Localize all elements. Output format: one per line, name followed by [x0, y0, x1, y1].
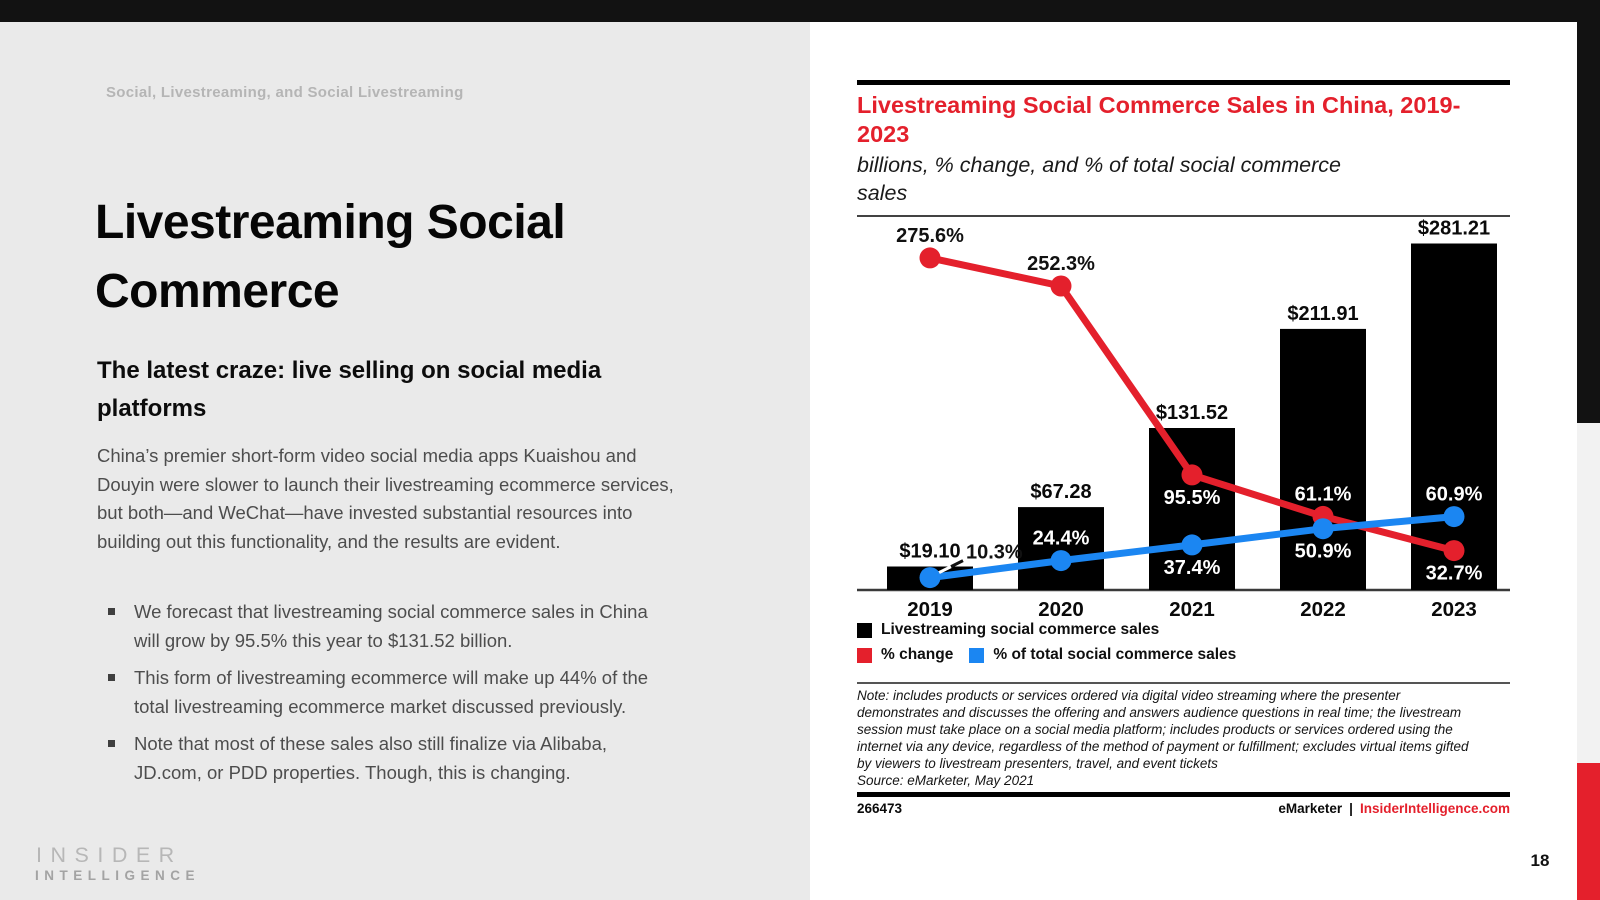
point-label: 252.3%: [1027, 253, 1095, 275]
point-label: 50.9%: [1294, 540, 1352, 563]
point-label: 10.3%: [966, 541, 1023, 564]
point-label: 60.9%: [1425, 483, 1483, 506]
chart-source: Source: eMarketer, May 2021: [857, 772, 1035, 788]
legend-label: % change: [881, 646, 954, 663]
bar-value-label: $67.28: [1030, 481, 1092, 504]
data-point: [1182, 464, 1203, 485]
bar-value-label: $131.52: [1155, 402, 1229, 424]
data-point: [920, 567, 941, 588]
chart-subtitle-rule: [857, 215, 1510, 217]
data-point: [1051, 276, 1072, 297]
chart-bottom-rule: [857, 792, 1510, 797]
data-point: [1182, 534, 1203, 555]
point-label: 61.1%: [1294, 483, 1352, 506]
bullet-item: Note that most of these sales also still finalize via Alibaba, JD.com, or PDD properties. Though, this is changing.: [106, 730, 656, 787]
legend-swatch: [857, 648, 872, 663]
emarketer-logo: eMarketer: [1278, 801, 1343, 816]
bullet-item: This form of livestreaming ecommerce will make up 44% of the total livestreaming ecommerce market discussed previously.: [106, 664, 656, 721]
data-point: [1444, 506, 1465, 527]
legend-label: % of total social commerce sales: [993, 646, 1237, 663]
insider-intelligence-logo-sub: INTELLIGENCE: [35, 868, 201, 883]
bar-value-label: $281.21: [1417, 217, 1491, 240]
chart-note: Note: includes products or services ordered via digital video streaming where the presenter demonstrates and discusses the offering and answers audience questions in real time; the livestream session must take place on a social media platform; includes products or services ordered using the internet via any device, regardless of the method of payment or fulfillment; excludes virtual items gifted by viewers to livestream presenters, travel, and event tickets: [857, 688, 1469, 771]
bar-value-label: $19.10: [899, 540, 961, 563]
x-tick-label: 2019: [907, 598, 953, 621]
data-point: [1051, 550, 1072, 571]
chart-note-rule: [857, 682, 1510, 684]
data-point: [920, 247, 941, 268]
chart-top-rule: [857, 80, 1510, 85]
legend-item: [969, 646, 1236, 664]
chart-plot-area: [857, 217, 1510, 625]
point-label: 37.4%: [1163, 556, 1221, 579]
x-tick-label: 2022: [1300, 598, 1346, 621]
x-tick-label: 2021: [1169, 598, 1215, 621]
chart-footer: [857, 801, 1510, 816]
point-label: 275.6%: [896, 224, 964, 247]
edge-strip-black: [1577, 22, 1600, 423]
data-point: [1313, 518, 1334, 539]
bar: [1411, 244, 1497, 591]
data-point: [1444, 540, 1465, 561]
point-label: 24.4%: [1032, 527, 1090, 550]
edge-strip-red: [1577, 763, 1600, 900]
legend-label: Livestreaming social commerce sales: [881, 621, 1160, 638]
point-label: 32.7%: [1425, 562, 1483, 585]
page-subheading: The latest craze: live selling on social media platforms: [97, 357, 602, 422]
x-tick-label: 2023: [1431, 598, 1477, 621]
chart-note-block: [857, 688, 1477, 789]
chart-title: Livestreaming Social Commerce Sales in China, 2019-2023: [857, 92, 1461, 147]
legend-item: [857, 646, 953, 664]
legend-swatch: [857, 623, 872, 638]
legend-item: [857, 621, 1159, 639]
chart-card: [810, 22, 1577, 900]
page-number: 18: [1530, 851, 1550, 870]
section-eyebrow: Social, Livestreaming, and Social Livestreaming: [106, 84, 464, 101]
edge-strip-gray: [1577, 423, 1600, 763]
chart-id: 266473: [857, 801, 903, 816]
brand-footer: [1278, 801, 1510, 816]
chart-subtitle: billions, % change, and % of total social commerce sales: [857, 153, 1341, 205]
intro-paragraph: China’s premier short-form video social media apps Kuaishou and Douyin were slower to launch their livestreaming ecommerce services, but both—and WeChat—have invested substantial resources into building out this functionality, and the results are evident.: [97, 445, 674, 552]
insider-intelligence-logo: INSIDER: [36, 843, 183, 867]
x-tick-label: 2020: [1038, 598, 1084, 621]
insiderintelligence-link[interactable]: InsiderIntelligence.com: [1359, 801, 1510, 816]
bullet-item: We forecast that livestreaming social commerce sales in China will grow by 95.5% this year to $131.52 billion.: [106, 598, 656, 655]
bar-value-label: $211.91: [1287, 302, 1359, 325]
top-black-bar: [0, 0, 1600, 22]
left-panel: [0, 22, 810, 900]
legend-swatch: [969, 648, 984, 663]
page-title: Livestreaming Social Commerce: [95, 196, 566, 318]
chart-legend: [857, 621, 1252, 671]
chart-svg: [857, 217, 1510, 625]
bullet-list: [106, 598, 656, 797]
brand-divider: |: [1349, 801, 1353, 816]
point-label: 95.5%: [1163, 486, 1221, 509]
